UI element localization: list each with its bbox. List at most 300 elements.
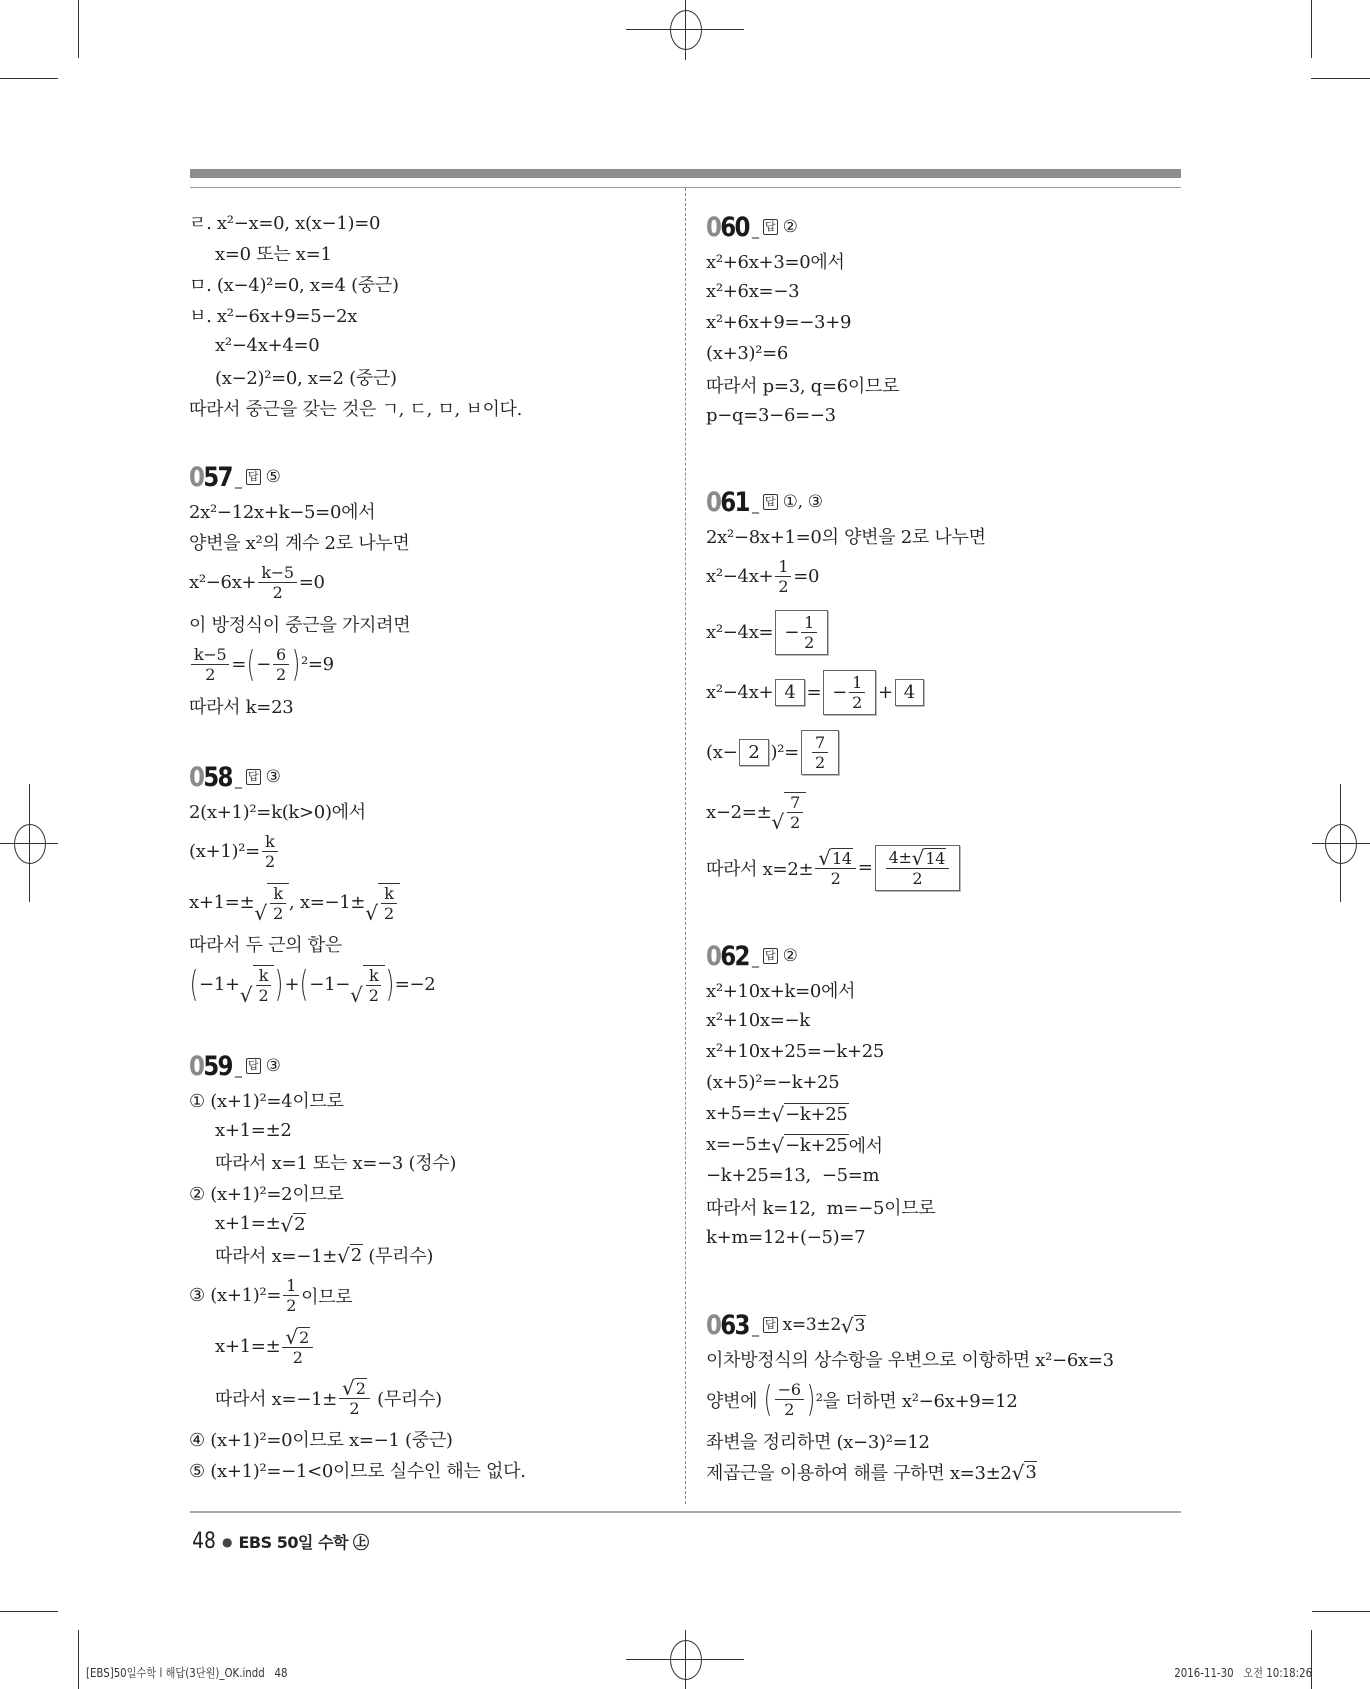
math-text: 따라서 p=3, q=6이므로: [706, 375, 900, 397]
solution-line: [189, 1208, 526, 1239]
problem-058: [189, 759, 435, 1010]
radicand: [298, 1327, 310, 1347]
fraction: [775, 557, 791, 596]
underscore: _: [752, 498, 759, 514]
solution-line: [706, 1222, 935, 1253]
problem-number: 061: [706, 486, 749, 518]
solution-line: [706, 974, 935, 1005]
answer-label-icon: 답: [765, 949, 776, 962]
solution-line: [189, 1321, 526, 1372]
math-text: 2: [276, 665, 286, 684]
problem-header: [706, 484, 986, 520]
numerator: [256, 966, 271, 986]
header-bar: [190, 169, 1181, 178]
problem-057: [189, 459, 410, 721]
answer-value: [783, 1315, 867, 1336]
fraction: [270, 884, 286, 923]
radicand: [253, 965, 275, 1005]
numerator: [787, 793, 803, 813]
radicand: [831, 848, 853, 868]
solution-line: [189, 826, 435, 877]
solution-line: [706, 1067, 935, 1098]
solution-line: [706, 369, 899, 400]
math-text: 14: [832, 848, 852, 868]
underscore: _: [752, 223, 759, 239]
page-footer: [190, 1529, 368, 1554]
math-text: 2: [273, 903, 283, 923]
math-text: =−2: [394, 974, 436, 995]
crop-mark: [0, 78, 58, 79]
solution-line: [706, 520, 986, 551]
math-text: ③ (x+1)²=: [189, 1285, 282, 1306]
math-text: 따라서 x=1 또는 x=−3 (정수): [215, 1152, 457, 1174]
math-text: ②: [782, 217, 798, 237]
answer-value: [266, 467, 281, 487]
numerator: [366, 966, 381, 986]
denominator: [202, 665, 218, 684]
solution-line: [706, 1343, 1114, 1374]
radical-icon: √: [342, 1375, 355, 1400]
registration-mark: [14, 824, 46, 864]
solution-line: [706, 551, 986, 602]
large-parenthesis: (: [763, 1378, 772, 1420]
math-text: k−5: [194, 645, 227, 664]
radical-icon: √: [365, 900, 378, 925]
underscore: _: [752, 952, 759, 968]
math-text: 2: [784, 1400, 795, 1419]
solution-line: [189, 959, 435, 1010]
fraction: [787, 793, 803, 832]
large-parenthesis: ): [385, 963, 394, 1005]
solution-line: [189, 361, 522, 392]
numerator: [262, 832, 277, 852]
math-text: x²−4x=: [706, 621, 774, 643]
answer-blank-box: [823, 670, 876, 715]
square-root: [771, 1134, 848, 1156]
denominator: [366, 986, 382, 1005]
radical-icon: √: [254, 900, 268, 925]
math-text: =0: [793, 566, 820, 587]
problem-number: 058: [189, 761, 232, 793]
math-text: x²−4x+4=0: [215, 335, 320, 356]
problem-059: [189, 1048, 526, 1485]
book-title: EBS 50일 수학 ㊤: [238, 1533, 369, 1552]
answer-label-icon: 답: [248, 770, 259, 783]
slug-timestamp: 2016-11-30 오전 10:18:26: [1174, 1666, 1312, 1680]
radicand: [378, 883, 400, 923]
math-text: (x+5)²=−k+25: [706, 1072, 840, 1093]
square-root: [240, 965, 275, 1005]
math-text: x²+6x+9=−3+9: [706, 312, 852, 333]
numerator: [849, 673, 865, 693]
math-text: 2: [790, 813, 800, 832]
denominator: [262, 852, 278, 871]
crop-mark: [1311, 0, 1312, 58]
fraction: [849, 673, 865, 712]
large-parenthesis: ): [291, 643, 301, 685]
math-text: x²−6x+: [189, 572, 257, 593]
math-text: ²=9: [300, 654, 334, 675]
problem-number: 063: [706, 1309, 749, 1341]
math-text: x=3±2: [782, 1315, 841, 1335]
solution-line: [706, 1191, 935, 1222]
solution-line: [189, 206, 522, 237]
fraction: [273, 645, 289, 684]
underscore: _: [235, 473, 242, 489]
denominator: [270, 904, 286, 923]
numerator: [801, 613, 817, 633]
problem-number: 060: [706, 211, 749, 243]
answer-value: [783, 492, 823, 512]
radical-icon: √: [280, 1212, 294, 1237]
answer-label-icon: 답: [248, 1059, 259, 1072]
fraction: [283, 1276, 299, 1315]
problem-header: [189, 1048, 526, 1084]
math-text: =: [806, 681, 822, 703]
math-text: 2: [355, 1378, 366, 1398]
square-root: [280, 1213, 306, 1235]
math-text: −: [256, 654, 272, 675]
math-text: ②: [782, 946, 798, 966]
solution-line: [189, 1177, 526, 1208]
problem-number: 057: [189, 461, 232, 493]
math-text: 1: [804, 612, 815, 632]
math-text: (x−2)²=0, x=2 (중근): [215, 367, 397, 389]
page-number: 48: [192, 1529, 216, 1554]
math-text: k−5: [261, 563, 294, 582]
large-parenthesis: (: [246, 643, 256, 685]
fraction: [339, 1375, 370, 1418]
math-text: +: [284, 974, 300, 995]
solution-line: [706, 338, 899, 369]
problem-header: [706, 938, 935, 974]
math-text: x²−4x+: [706, 681, 774, 703]
square-root: [818, 845, 853, 870]
answer-value: [266, 1056, 281, 1076]
numerator: [775, 557, 791, 577]
math-text: 2: [205, 665, 216, 684]
problem-060: [706, 209, 899, 431]
math-text: 이차방정식의 상수항을 우변으로 이항하면 x²−6x=3: [706, 1349, 1114, 1371]
solution-line: [706, 245, 899, 276]
denominator: [346, 1399, 362, 1418]
solution-line: [189, 1372, 526, 1423]
radicand: [1024, 1461, 1037, 1483]
math-text: 양변에: [706, 1390, 763, 1412]
math-text: 2: [383, 903, 394, 923]
math-text: ③: [265, 1056, 281, 1076]
numerator: [886, 845, 950, 870]
math-text: x²+10x+25=−k+25: [706, 1041, 885, 1062]
math-text: +: [877, 681, 893, 703]
denominator: [283, 1296, 299, 1315]
crop-mark: [78, 0, 79, 58]
math-text: 2: [264, 852, 275, 871]
fraction: [256, 966, 272, 1005]
math-text: 따라서 x=−1±: [215, 1388, 338, 1410]
crop-mark: [1312, 1611, 1370, 1612]
math-text: 3: [1025, 1461, 1037, 1483]
math-text: 2(x+1)²=k(k>0)에서: [189, 801, 366, 823]
fraction: [812, 733, 828, 772]
math-text: k: [384, 883, 394, 903]
bullet-icon: ●: [222, 1534, 233, 1549]
math-text: 2: [299, 1327, 309, 1347]
solution-line: [189, 1115, 526, 1146]
math-text: 2: [804, 632, 815, 652]
solution-line: [706, 722, 986, 782]
math-text: 7: [814, 732, 825, 752]
fraction: [258, 563, 296, 602]
answer-blank-box: [875, 845, 961, 891]
square-root: [285, 1324, 310, 1349]
math-text: ²을 더하면 x²−6x+9=12: [815, 1390, 1018, 1412]
math-text: 7: [790, 793, 800, 812]
numerator: [258, 563, 296, 583]
math-text: (무리수): [371, 1388, 442, 1410]
math-text: k: [265, 832, 275, 851]
math-text: −k+25: [785, 1134, 848, 1156]
underscore: _: [752, 1321, 759, 1337]
solution-line: [189, 1084, 526, 1115]
answer-label-icon: 답: [248, 470, 259, 483]
denominator: [801, 633, 817, 652]
math-text: 2: [852, 692, 862, 712]
math-text: −k+25=13, −5=m: [706, 1165, 880, 1186]
math-text: 4: [903, 681, 915, 703]
answer-value: [266, 767, 281, 787]
square-root: [1012, 1461, 1038, 1483]
solution-line: [706, 1098, 935, 1129]
solution-line: [189, 1423, 526, 1454]
radicand: [784, 792, 806, 832]
math-text: 6: [276, 645, 286, 664]
solution-line: [706, 276, 899, 307]
square-root: [771, 1103, 848, 1125]
answer-label-icon: 답: [765, 1318, 776, 1331]
solution-line: [706, 1129, 935, 1160]
math-text: 따라서 k=12, m=−5이므로: [706, 1197, 936, 1219]
math-text: 따라서 x=2±: [706, 858, 814, 880]
math-text: 2: [748, 741, 760, 763]
solution-line: [189, 608, 410, 639]
radical-icon: √: [771, 1133, 785, 1158]
math-text: 이 방정식이 중근을 가지려면: [189, 614, 411, 636]
solution-line: [706, 1425, 1114, 1456]
solution-line: [706, 1374, 1114, 1425]
math-text: 2: [368, 985, 379, 1005]
math-text: k+m=12+(−5)=7: [706, 1227, 866, 1248]
crop-mark: [78, 1630, 79, 1689]
answer-blank-box: [739, 739, 768, 766]
math-text: 2: [258, 985, 269, 1005]
solution-line: [189, 1146, 526, 1177]
denominator: [781, 1400, 797, 1419]
math-text: 4: [784, 681, 796, 703]
math-text: 따라서 중근을 갖는 것은 ㄱ, ㄷ, ㅁ, ㅂ이다.: [189, 398, 523, 420]
numerator: [273, 645, 289, 665]
square-root: [841, 1315, 866, 1336]
math-text: 14: [925, 848, 946, 868]
math-text: ③: [265, 767, 281, 787]
math-text: 2x²−12x+k−5=0에서: [189, 501, 376, 523]
math-text: −6: [777, 1380, 801, 1399]
solution-line: [189, 392, 522, 423]
answer-value: [783, 946, 798, 966]
underscore: _: [235, 773, 242, 789]
math-text: 따라서 x=−1±: [215, 1245, 338, 1267]
radicand: [267, 883, 289, 923]
math-text: k: [273, 883, 283, 903]
math-text: 2: [294, 1213, 306, 1235]
math-text: 양변을 x²의 계수 2로 나누면: [189, 532, 410, 554]
math-text: (무리수): [362, 1245, 434, 1267]
math-text: 에서: [848, 1135, 883, 1157]
radical-icon: √: [1011, 1460, 1025, 1485]
numerator: [191, 645, 229, 665]
fraction: [262, 832, 278, 871]
crop-mark: [0, 1611, 58, 1612]
radical-icon: √: [840, 1313, 854, 1338]
math-text: x=−5±: [706, 1134, 772, 1155]
math-text: 따라서 k=23: [189, 696, 294, 718]
math-text: x−2=±: [706, 801, 772, 823]
math-text: (x+3)²=6: [706, 343, 789, 364]
solution-line: [189, 268, 522, 299]
radicand: [784, 1134, 848, 1156]
math-text: x=0 또는 x=1: [215, 243, 332, 265]
radical-icon: √: [350, 982, 363, 1007]
radical-icon: √: [771, 810, 785, 834]
problem-header: [706, 209, 899, 245]
denominator: [909, 869, 925, 888]
large-parenthesis: ): [806, 1378, 815, 1420]
numerator: [775, 1380, 804, 1400]
radicand: [355, 1378, 367, 1398]
solution-line: [706, 400, 899, 431]
math-text: 4±: [888, 848, 912, 867]
math-text: 제곱근을 이용하여 해를 구하면 x=3±2: [706, 1462, 1012, 1484]
crop-mark: [1311, 78, 1370, 79]
numerator: [270, 884, 285, 904]
problem-number: 062: [706, 940, 749, 972]
denominator: [828, 869, 844, 888]
math-text: 따라서 두 근의 합은: [189, 934, 342, 956]
math-text: 좌변을 정리하면 (x−3)²=12: [706, 1431, 930, 1453]
registration-mark: [670, 1640, 702, 1680]
radical-icon: √: [285, 1324, 299, 1349]
radical-icon: √: [911, 845, 925, 870]
denominator: [256, 986, 272, 1005]
math-text: 1: [852, 672, 862, 692]
math-text: ㅂ. x²−6x+9=5−2x: [189, 305, 358, 327]
fraction: [366, 966, 382, 1005]
math-text: −k+25: [785, 1103, 848, 1125]
answer-label-icon: 답: [765, 495, 776, 508]
math-text: 2: [292, 1347, 303, 1367]
math-text: (x+1)²=: [189, 841, 260, 862]
numerator: [815, 845, 856, 870]
math-text: =: [857, 857, 873, 878]
solution-line: [706, 662, 986, 722]
math-text: x+1=±2: [215, 1120, 292, 1141]
radicand: [363, 965, 385, 1005]
fraction: [815, 845, 856, 888]
math-text: −1+: [199, 974, 240, 995]
radicand: [350, 1244, 363, 1266]
solution-line: [189, 557, 410, 608]
numerator: [812, 733, 828, 753]
math-text: 2: [830, 868, 841, 888]
math-text: ④ (x+1)²=0이므로 x=−1 (중근): [189, 1429, 453, 1451]
large-parenthesis: ): [275, 963, 284, 1005]
solution-line: [706, 842, 986, 893]
math-text: x+1=±: [215, 1336, 281, 1357]
fraction: [886, 845, 950, 888]
answer-blank-box: [801, 730, 839, 775]
solution-line: [189, 526, 410, 557]
math-text: ㅁ. (x−4)²=0, x=4 (중근): [189, 274, 399, 296]
solution-line: [706, 1005, 935, 1036]
math-text: ①, ③: [782, 492, 823, 512]
answer-value: [783, 217, 798, 237]
fraction: [282, 1324, 313, 1367]
solution-line: [706, 602, 986, 662]
denominator: [290, 1348, 306, 1367]
registration-mark: [1325, 824, 1357, 864]
denominator: [849, 693, 865, 712]
footer-rule: [190, 1511, 1181, 1513]
solution-line: [189, 1270, 526, 1321]
problem-062: [706, 938, 935, 1253]
math-text: =0: [298, 572, 325, 593]
math-text: x²+10x+k=0에서: [706, 980, 856, 1002]
math-text: x²+6x+3=0에서: [706, 251, 845, 273]
solution-line: [189, 1239, 526, 1270]
radical-icon: √: [771, 1102, 785, 1127]
math-text: −1−: [309, 974, 351, 995]
slug-filename: [EBS]50일수학 l 해답(3단원)_OK.indd 48: [86, 1666, 288, 1680]
solution-line: [189, 639, 410, 690]
math-text: x+1=±: [215, 1213, 281, 1234]
math-text: −: [784, 621, 800, 643]
solution-line: [706, 1036, 935, 1067]
math-text: 3: [854, 1315, 866, 1336]
math-text: =: [231, 654, 247, 675]
registration-mark: [670, 10, 702, 50]
radicand: [924, 848, 946, 868]
math-text: p−q=3−6=−3: [706, 405, 836, 426]
denominator: [273, 665, 289, 684]
math-text: 1: [286, 1276, 297, 1295]
denominator: [812, 753, 828, 772]
math-text: ① (x+1)²=4이므로: [189, 1090, 344, 1112]
numerator: [381, 884, 396, 904]
math-text: 이므로: [301, 1286, 353, 1308]
radicand: [854, 1315, 867, 1336]
math-text: ⑤: [265, 467, 281, 487]
math-text: 2: [286, 1296, 297, 1315]
square-root: [350, 965, 385, 1005]
answer-blank-box: [775, 679, 804, 706]
denominator: [270, 583, 286, 602]
problem-cont: [189, 206, 522, 423]
radicand: [784, 1103, 848, 1125]
radicand: [293, 1213, 306, 1235]
solution-line: [706, 1160, 935, 1191]
math-text: −: [832, 681, 848, 703]
solution-line: [189, 928, 435, 959]
